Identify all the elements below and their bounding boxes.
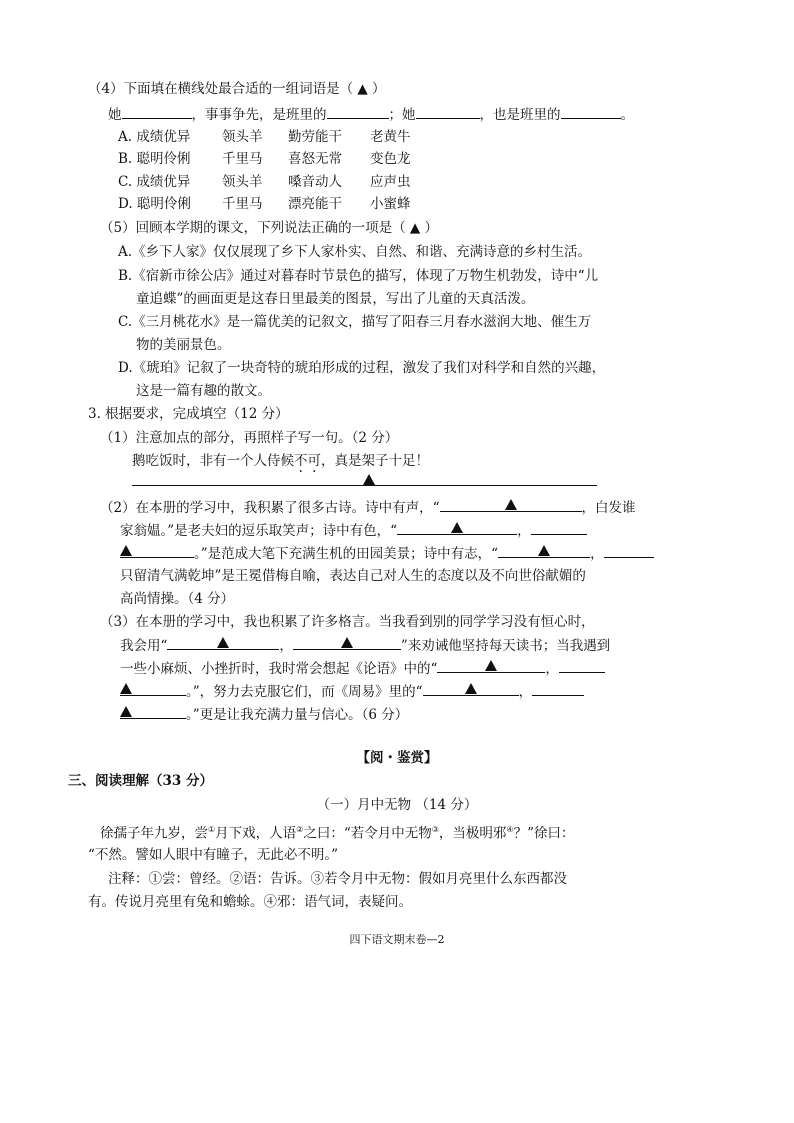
blank[interactable] — [423, 681, 519, 696]
blank[interactable] — [122, 104, 192, 119]
answer-marker-icon — [505, 499, 517, 510]
q3-p1-answer-line[interactable] — [132, 485, 597, 486]
q3-p2-line1: （2）在本册的学习中，我积累了很多古诗。诗中有声，“ ，白发谁 — [100, 497, 636, 518]
blank[interactable] — [327, 104, 389, 119]
blank[interactable] — [120, 543, 194, 558]
blank[interactable] — [167, 635, 279, 650]
q5-option-d-cont: 这是一篇有趣的散文。 — [136, 383, 271, 399]
reading-paragraph-2: “不然。譬如人眼中有瞳子，无此必不明。” — [88, 847, 339, 863]
q3-p3-line4: 。”，努力去克服它们，而《周易》里的“ ， — [120, 681, 584, 702]
q5-stem: （5）回顾本学期的课文，下列说法正确的一项是（ ▲ ） — [100, 220, 439, 236]
q4-sentence: 她 ，事事争先，是班里的 ；她 ，也是班里的 。 — [108, 104, 634, 125]
q4-option-b[interactable]: B. 聪明伶俐 千里马 喜怒无常 变色龙 — [118, 151, 411, 167]
q3-p2-line4: 只留清气满乾坤”是王冕借梅自喻，表达自己对人生的态度以及不向世俗献媚的 — [120, 568, 586, 584]
q5-option-a[interactable]: A.《乡下人家》仅仅展现了乡下人家朴实、自然、和谐、充满诗意的乡村生活。 — [118, 244, 592, 260]
blank[interactable] — [416, 104, 480, 119]
reading-note-1: 注释：①尝：曾经。②语：告诉。③若令月中无物：假如月亮里什么东西都没 — [108, 871, 567, 887]
q3-p3-line5: 。”更是让我充满力量与信心。（6 分） — [120, 704, 408, 725]
answer-marker-icon — [120, 706, 132, 717]
blank[interactable] — [120, 704, 186, 719]
reading-note-2: 有。传说月亮里有兔和蟾蜍。④邪：语气词，表疑问。 — [88, 894, 412, 910]
answer-marker-icon — [538, 545, 550, 556]
q5-option-b[interactable]: B.《宿新市徐公店》通过对暮春时节景色的描写，体现了万物生机勃发，诗中“儿 — [118, 268, 599, 284]
answer-marker-icon — [341, 637, 353, 648]
answer-marker-icon — [120, 545, 132, 556]
q4-stem: （4）下面填在横线处最合适的一组词语是（ ▲ ） — [88, 81, 386, 97]
blank[interactable] — [532, 681, 584, 696]
q4-option-d[interactable]: D. 聪明伶俐 千里马 漂亮能干 小蜜蜂 — [118, 196, 411, 212]
q4-option-c[interactable]: C. 成绩优异 领头羊 嗓音动人 应声虫 — [118, 174, 411, 190]
blank[interactable] — [120, 681, 186, 696]
blank[interactable] — [440, 497, 582, 512]
q5-option-d[interactable]: D.《琥珀》记叙了一块奇特的琥珀形成的过程，激发了我们对科学和自然的兴趣， — [118, 360, 606, 376]
q3-p2-line3: 。”是范成大笔下充满生机的田园美景；诗中有志，“ ， — [120, 543, 654, 564]
q3-p1-example: 鹅吃饭时，非有一个人侍候不可，真是架子十足！ — [132, 453, 429, 469]
blank[interactable] — [561, 104, 621, 119]
blank[interactable] — [531, 520, 587, 535]
blank[interactable] — [293, 635, 401, 650]
answer-marker-icon — [465, 683, 477, 694]
page-footer: 四下语文期末卷—2 — [349, 933, 445, 946]
blank[interactable] — [397, 520, 517, 535]
q3-p1-stem: （1）注意加点的部分，再照样子写一句。（2 分） — [100, 430, 399, 446]
reading-title: 三、阅读理解（33 分） — [68, 773, 213, 789]
blank[interactable] — [437, 658, 545, 673]
answer-marker-icon — [217, 637, 229, 648]
q5-option-c-cont: 物的美丽景色。 — [136, 337, 231, 353]
q3-p3-line1: （3）在本册的学习中，我也积累了许多格言。当我看到别的同学学习没有恒心时， — [100, 614, 595, 630]
q3-title: 3. 根据要求，完成填空（12 分） — [88, 406, 289, 422]
q5-option-b-cont: 童追蝶”的画面更是这春日里最美的图景，写出了儿童的天真活泼。 — [136, 291, 535, 307]
answer-marker-icon — [363, 474, 375, 485]
q3-p3-line3: 一些小麻烦、小挫折时，我时常会想起《论语》中的“ ， — [120, 658, 605, 679]
q3-p3-line2: 我会用“ ， ”来劝诫他坚持每天读书；当我遇到 — [120, 635, 610, 656]
q3-p2-line2: 家翁媪。”是老夫妇的逗乐取笑声；诗中有色，“ ， — [120, 520, 587, 541]
answer-marker-icon — [485, 660, 497, 671]
q4-option-a[interactable]: A. 成绩优异 领头羊 勤劳能干 老黄牛 — [118, 129, 411, 145]
section-heading: 【阅・鉴赏】 — [356, 750, 438, 766]
answer-marker-icon — [451, 522, 463, 533]
blank[interactable] — [498, 543, 590, 558]
blank[interactable] — [559, 658, 605, 673]
reading-paragraph-1: 徐孺子年九岁，尝①月下戏，人语②之曰：“若令月中无物③，当极明邪④？”徐曰： — [100, 825, 575, 842]
reading-subtitle: （一）月中无物 （14 分） — [316, 797, 478, 813]
blank[interactable] — [604, 543, 654, 558]
q5-option-c[interactable]: C.《三月桃花水》是一篇优美的记叙文，描写了阳春三月春水滋润大地、催生万 — [118, 314, 592, 330]
answer-marker-icon — [120, 683, 132, 694]
q3-p2-line5: 高尚情操。（4 分） — [120, 591, 235, 607]
